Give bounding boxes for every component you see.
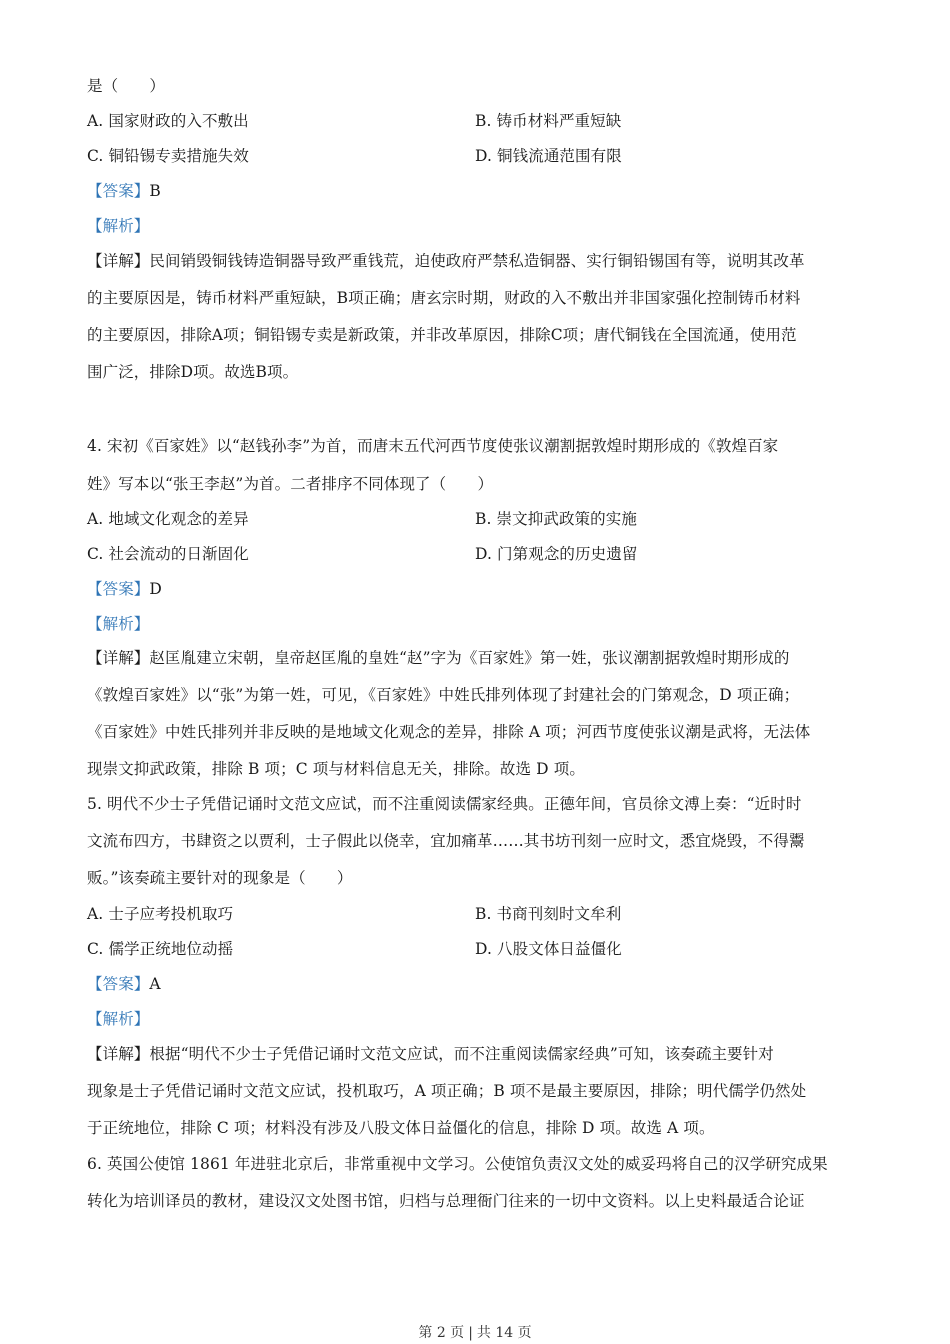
q5-detail-line-2: 现象是士子凭借记诵时文范文应试，投机取巧，A 项正确；B 项不是最主要原因，排除；明代儒学仍然处 [87,1082,807,1100]
answer-label: 【答案】 [87,975,150,993]
q5-stem-line-3: 贩。”该奏疏主要针对的现象是（ ） [87,869,353,887]
q3-option-b: B. 铸币材料严重短缺 [475,112,622,130]
detail-label: 【详解】 [87,649,150,667]
q4-stem-line-1: 4. 宋初《百家姓》以“赵钱孙李”为首，而唐末五代河西节度使张议潮割据敦煌时期形成的《敦煌百家 [87,437,779,455]
detail-label: 【详解】 [87,1045,150,1063]
q5-option-d: D. 八股文体日益僵化 [475,940,622,958]
q4-option-b: B. 崇文抑武政策的实施 [475,510,637,528]
q4-option-c: C. 社会流动的日渐固化 [87,545,249,563]
detail-text: 民间销毁铜钱铸造铜器导致严重钱荒，迫使政府严禁私造铜器、实行铜铅锡国有等，说明其改革 [149,252,805,270]
q3-stem-end: 是（ ） [87,77,166,95]
q3-detail-line-1 [87,250,805,272]
q3-detail-line-3: 的主要原因，排除A项；铜铅锡专卖是新政策，并非改革原因，排除C项；唐代铜钱在全国流通，使用范 [87,326,797,344]
q4-option-a: A. 地域文化观念的差异 [87,510,249,528]
detail-text: 根据“明代不少士子凭借记诵时文范文应试，而不注重阅读儒家经典”可知，该奏疏主要针对 [149,1045,774,1063]
q3-option-d: D. 铜钱流通范围有限 [475,147,622,165]
page-current: 第 2 页 [418,1325,465,1341]
q6-stem-line-2: 转化为培训译员的教材，建设汉文处图书馆，归档与总理衙门往来的一切中文资料。以上史料最适合论证 [87,1192,805,1210]
q5-detail-line-1 [87,1043,774,1065]
footer-separator: | [468,1325,473,1341]
q5-stem-line-1: 5. 明代不少士子凭借记诵时文范文应试，而不注重阅读儒家经典。正德年间，官员徐文溥上奏：“近时时 [87,795,802,813]
q6-stem-line-1: 6. 英国公使馆 1861 年进驻北京后，非常重视中文学习。公使馆负责汉文处的威妥玛将自己的汉学研究成果 [87,1155,828,1173]
q3-analysis-label: 【解析】 [87,217,150,235]
answer-label: 【答案】 [87,182,150,200]
detail-text: 赵匡胤建立宋朝，皇帝赵匡胤的皇姓“赵”字为《百家姓》第一姓，张议潮割据敦煌时期形成的 [149,649,790,667]
answer-value: A [149,975,161,993]
q4-option-d: D. 门第观念的历史遗留 [475,545,638,563]
q5-option-a: A. 士子应考投机取巧 [87,905,234,923]
q3-answer [87,180,161,202]
q5-option-c: C. 儒学正统地位动摇 [87,940,234,958]
q4-detail-line-1 [87,647,789,669]
q3-option-c: C. 铜铅锡专卖措施失效 [87,147,249,165]
q3-option-a: A. 国家财政的入不敷出 [87,112,249,130]
page-total: 共 14 页 [476,1325,532,1341]
q4-analysis-label: 【解析】 [87,615,150,633]
q3-detail-line-2: 的主要原因是，铸币材料严重短缺，B项正确；唐玄宗时期，财政的入不敷出并非国家强化控制铸币材料 [87,289,801,307]
q5-stem-line-2: 文流布四方，书肆资之以贾利，士子假此以侥幸，宜加痛革……其书坊刊刻一应时文，悉宜烧毁，不得鬻 [87,832,805,850]
q4-detail-line-2: 《敦煌百家姓》以“张”为第一姓，可见，《百家姓》中姓氏排列体现了封建社会的门第观念，D 项正确； [87,686,800,704]
answer-label: 【答案】 [87,580,150,598]
page-footer [0,1322,950,1342]
q4-answer [87,578,162,600]
q5-analysis-label: 【解析】 [87,1010,150,1028]
q4-stem-line-2: 姓》写本以“张王李赵”为首。二者排序不同体现了（ ） [87,475,494,493]
answer-value: D [149,580,162,598]
detail-label: 【详解】 [87,252,150,270]
q5-answer [87,973,161,995]
q5-detail-line-3: 于正统地位，排除 C 项；材料没有涉及八股文体日益僵化的信息，排除 D 项。故选 A 项。 [87,1119,715,1137]
q4-detail-line-3: 《百家姓》中姓氏排列并非反映的是地域文化观念的差异，排除 A 项；河西节度使张议潮是武将，无法体 [87,723,811,741]
answer-value: B [149,182,161,200]
q3-detail-line-4: 围广泛，排除D项。故选B项。 [87,363,299,381]
q4-detail-line-4: 现崇文抑武政策，排除 B 项；C 项与材料信息无关，排除。故选 D 项。 [87,760,585,778]
q5-option-b: B. 书商刊刻时文牟利 [475,905,622,923]
